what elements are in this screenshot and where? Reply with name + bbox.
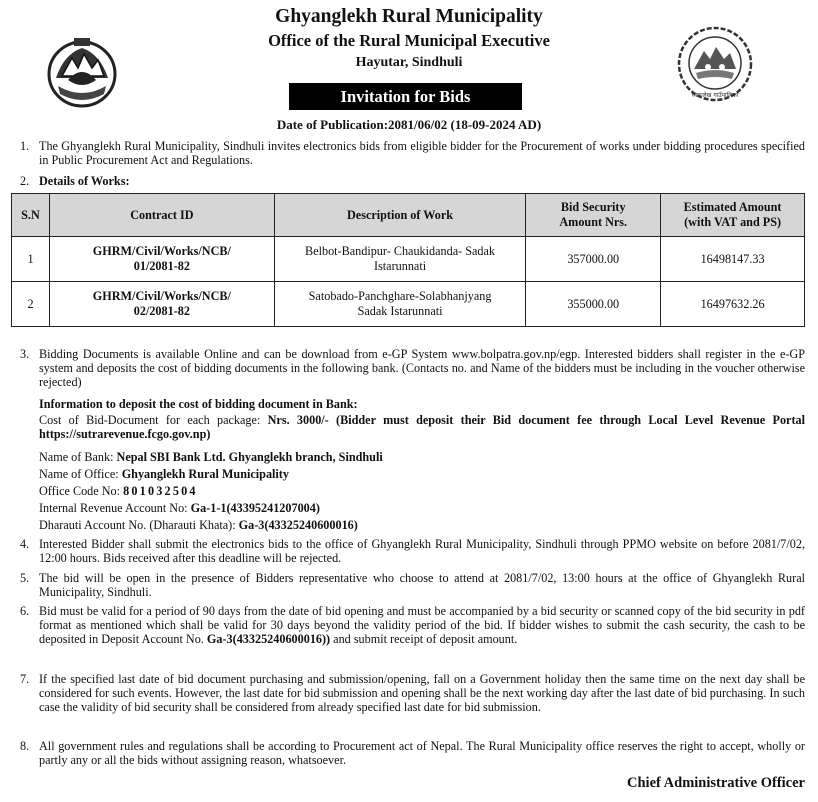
header-bid-security-line2: Amount Nrs. (559, 215, 628, 229)
table-row (12, 237, 805, 282)
revenue-label: Internal Revenue Account No: (39, 501, 191, 515)
clause-8 (20, 739, 805, 767)
header-description: Description of Work (274, 194, 526, 237)
clause-number: 5. (20, 571, 30, 585)
clause-number: 7. (20, 672, 30, 686)
org-name: Ghyanglekh Rural Municipality (275, 6, 543, 27)
works-table (11, 193, 805, 327)
description-line2: Istarunnati (373, 259, 427, 273)
clause-text-a: Bid must be valid for a period of 90 days from the date of bid opening and must be accompanied by a bid security or scanned copy of the bid security in pdf format as mentioned which shall be valid for 30 days beyond the validity period of the bid. If bidder wishes to submit the cash security, the cash to be deposited in Deposit Account No. (39, 604, 805, 647)
cell-estimated-amount: 16497632.26 (661, 282, 805, 327)
description-line1: Belbot-Bandipur- Chaukidanda- Sadak (305, 244, 496, 258)
cost-label: Cost of Bid-Document for each package: (39, 413, 268, 427)
cell-sn: 1 (12, 237, 50, 282)
cell-contract-id (49, 237, 274, 282)
bank-name-line (39, 450, 805, 464)
office-address: Hayutar, Sindhuli (355, 55, 463, 70)
contract-id-line1: GHRM/Civil/Works/NCB/ (92, 289, 231, 303)
bank-info-heading: Information to deposit the cost of bidding document in Bank: (39, 397, 358, 411)
cell-contract-id (49, 282, 274, 327)
clause-2 (20, 174, 805, 188)
header-sn: S.N (12, 194, 50, 237)
cost-value: Nrs. 3000/- (Bidder must deposit their Bid document fee through Local Level Revenue Portal https://sutrarevenue.fcgo.gov.np) (39, 413, 806, 442)
publication-date: Date of Publication:2081/06/02 (18-09-2024 AD) (276, 117, 542, 132)
office-label: Name of Office: (39, 467, 122, 481)
contract-id-line1: GHRM/Civil/Works/NCB/ (92, 244, 231, 258)
clause-3 (20, 347, 805, 390)
cell-estimated-amount: 16498147.33 (661, 237, 805, 282)
works-heading: Details of Works: (39, 174, 130, 188)
header-estimated-line1: Estimated Amount (683, 200, 782, 214)
clause-number: 3. (20, 347, 30, 361)
office-code-line (39, 484, 805, 498)
bid-document-cost (39, 413, 805, 441)
dharauti-label: Dharauti Account No. (Dharauti Khata): (39, 518, 239, 532)
description-line1: Satobado-Panchghare-Solabhanjyang (308, 289, 492, 303)
clause-text: Interested Bidder shall submit the electronics bids to the office of Ghyanglekh Rural Municipality, Sindhuli through PPMO website on before 2081/7/02, 12:00 hours. Bids received after this deadline will be rejected. (39, 537, 805, 566)
code-label: Office Code No: (39, 484, 124, 498)
clause-text: Bidding Documents is available Online and can be download from e-GP System www.bolpatra.gov.np/egp. Interested bidders shall register in the e-GP system and deposits the cost of bidding documents in the following bank. (Contacts no. and Name of the bidders must be including in the voucher otherwise rejected) (39, 347, 805, 390)
cell-sn: 2 (12, 282, 50, 327)
signatory-title: Chief Administrative Officer (627, 775, 805, 791)
header-bid-security (526, 194, 661, 237)
header-contract-id: Contract ID (49, 194, 274, 237)
clause-4 (20, 537, 805, 565)
clause-text: The Ghyanglekh Rural Municipality, Sindhuli invites electronics bids from eligible bidder for the Procurement of works under bidding procedures specified in Public Procurement Act and Regulations. (39, 139, 805, 168)
clause-5 (20, 571, 805, 599)
cell-description (274, 237, 526, 282)
clause-text: If the specified last date of bid document purchasing and submission/opening, fall on a Government holiday then the same time on the next day shall be considered for such events. However, the last date for bid submission and opening shall be the next working day after the last date of bid purchasing. In such case the validity of bid security shall be considered from already specified last date for bid submission. (39, 672, 805, 715)
clause-text: All government rules and regulations shall be according to Procurement act of Nepal. The Rural Municipality office reserves the right to accept, wholly or partly any or all the bids without assigning reason, whatsoever. (39, 739, 805, 768)
table-header-row (12, 194, 805, 237)
clause-number: 1. (20, 139, 30, 153)
header-bid-security-line1: Bid Security (560, 200, 626, 214)
dharauti-value: Ga-3(43325240600016) (238, 518, 358, 532)
dharauti-account-line (39, 518, 805, 532)
clause-text-c: and submit receipt of deposit amount. (330, 632, 518, 647)
clause-7 (20, 672, 805, 715)
office-name-line (39, 467, 805, 481)
table-row (12, 282, 805, 327)
bank-label: Name of Bank: (39, 450, 117, 464)
cell-bid-security: 355000.00 (526, 282, 661, 327)
clause-number: 2. (20, 174, 30, 188)
code-value: 801032504 (123, 484, 198, 498)
description-line2: Sadak Istarunnati (357, 304, 443, 318)
cell-description (274, 282, 526, 327)
bank-value: Nepal SBI Bank Ltd. Ghyanglekh branch, Sindhuli (116, 450, 383, 464)
contract-id-line2: 01/2081-82 (133, 259, 190, 273)
seal-text: घ्याङलेख गाउँपालिका (691, 92, 739, 99)
clause-number: 6. (20, 604, 30, 618)
clause-number: 4. (20, 537, 30, 551)
revenue-account-line (39, 501, 805, 515)
header-estimated-line2: (with VAT and PS) (684, 215, 782, 229)
deposit-account: Ga-3(43325240600016)) (206, 632, 331, 647)
clause-text (39, 604, 805, 647)
cell-bid-security: 357000.00 (526, 237, 661, 282)
header-estimated-amount (661, 194, 805, 237)
office-name: Office of the Rural Municipal Executive (268, 31, 550, 50)
clause-number: 8. (20, 739, 30, 753)
office-value: Ghyanglekh Rural Municipality (121, 467, 289, 481)
notice-title: Invitation for Bids (289, 83, 522, 110)
revenue-value: Ga-1-1(43395241207004) (190, 501, 320, 515)
contract-id-line2: 02/2081-82 (133, 304, 190, 318)
clause-6 (20, 604, 805, 647)
clause-text: The bid will be open in the presence of Bidders representative who choose to attend at 2081/7/02, 13:00 hours at the office of Ghyanglekh Rural Municipality, Sindhuli. (39, 571, 805, 600)
clause-1 (20, 139, 805, 167)
